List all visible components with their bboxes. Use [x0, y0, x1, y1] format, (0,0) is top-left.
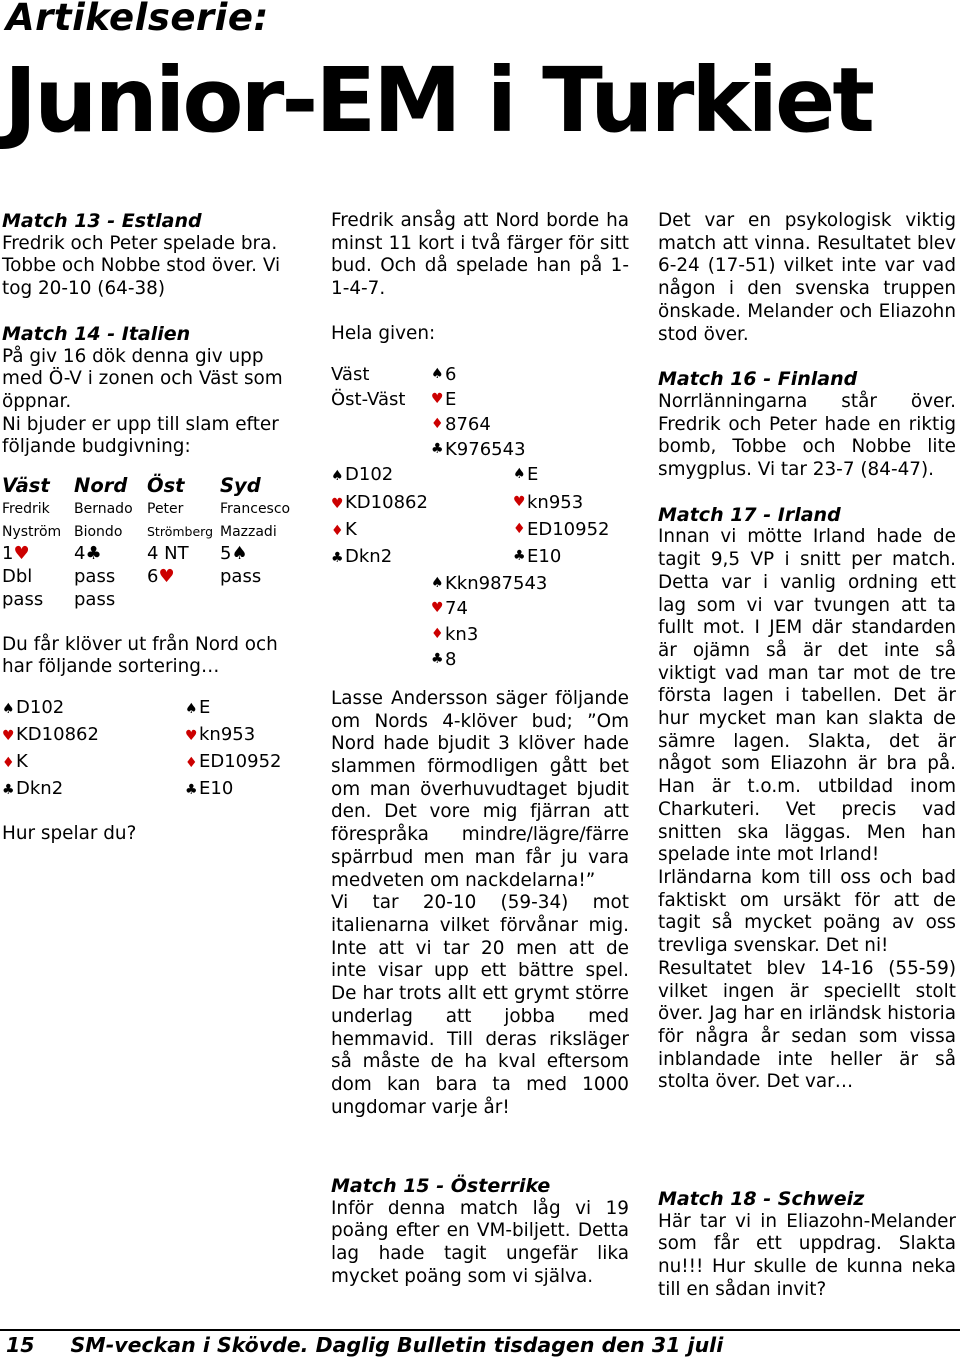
match17-text: Innan vi mötte Irland hade de tagit 9,5 VP i snitt per match. Detta var i vanlig ordning ett lag som vi var tvungen att ta fullt mot. I JEM där standarden är ojämn så är det inte så viktigt vad man tar mot de tre första lagen i tabellen. Det är hur mycket man kan slakta de sämre lagen. Slakta, det är något som Eliazohn är bra på. Han är t.o.m. utbildad inom Charkuteri. Vet precis vad snitten ska läggas. Men han spelade inte mot Irland! — [658, 526, 956, 866]
club-icon: ♣ — [185, 781, 198, 798]
heart-icon: ♥ — [431, 600, 444, 617]
player-name: Mazzadi — [220, 523, 277, 540]
full-deal — [331, 362, 629, 672]
hand-card: E — [527, 464, 539, 486]
hands-west-east — [2, 695, 302, 803]
spade-icon: ♠ — [431, 365, 444, 382]
bid-header: Syd — [220, 474, 261, 498]
hand-card: KD10862 — [16, 723, 99, 745]
match17-heading: Match 17 - Irland — [658, 503, 841, 526]
club-icon: ♣ — [431, 650, 444, 667]
page-title: Junior-EM i Turkiet — [4, 48, 872, 152]
bidding-table — [2, 473, 302, 612]
hand-card: kn953 — [199, 723, 256, 745]
match15-heading: Match 15 - Österrike — [331, 1175, 551, 1197]
heart-icon: ♥ — [513, 493, 526, 510]
heart-icon: ♥ — [185, 727, 198, 744]
bid — [147, 589, 220, 612]
hand-card: ED10952 — [527, 518, 610, 540]
bid: 4♣ — [74, 543, 102, 565]
diamond-icon: ♦ — [185, 754, 198, 771]
hand-card: D102 — [345, 464, 394, 486]
diamond-icon: ♦ — [431, 625, 444, 642]
diamond-icon: ♦ — [331, 522, 344, 539]
hand-card: E10 — [527, 545, 562, 567]
footer-text: SM-veckan i Skövde. Daglig Bulletin tisdagen den 31 juli — [70, 1333, 724, 1357]
paragraph: Hela given: — [331, 322, 436, 344]
match13-text: Fredrik och Peter spelade bra. Tobbe och Nobbe stod över. Vi tog 20-10 (64-38) — [2, 232, 281, 300]
hand-card: 8 — [445, 648, 457, 670]
spade-icon: ♠ — [331, 468, 344, 485]
spade-icon: ♠ — [185, 700, 198, 717]
match18-heading: Match 18 - Schweiz — [658, 1188, 865, 1210]
diamond-icon: ♦ — [513, 520, 526, 537]
spade-icon: ♠ — [513, 466, 526, 483]
hand-card: K976543 — [445, 439, 526, 461]
hand-card: E10 — [199, 777, 234, 799]
hand-card: K — [16, 750, 28, 772]
bid: pass — [220, 566, 262, 588]
match18-block — [658, 1188, 956, 1302]
hand-card: Kkn987543 — [445, 573, 548, 595]
hand-card: ED10952 — [199, 750, 282, 772]
player-name: Nyström — [2, 523, 62, 540]
column-2 — [331, 210, 629, 1119]
page-number: 15 — [6, 1333, 35, 1357]
diamond-icon: ♦ — [431, 415, 444, 432]
hand-card: 74 — [445, 598, 468, 620]
hand-card: Dkn2 — [16, 777, 64, 799]
match17-text-2: Irländarna kom till oss och bad faktiskt om ursäkt för att de tagit så mycket poäng av oss trevliga svenskar. Det ni! — [658, 866, 956, 957]
hand-card: K — [345, 518, 357, 540]
hand-card: kn953 — [527, 491, 584, 513]
bid-header: Väst — [2, 474, 50, 498]
lead-text: Du får klöver ut från Nord och har följande sortering… — [2, 633, 278, 678]
footer-rule — [0, 1329, 960, 1331]
hand-card: E — [445, 388, 457, 410]
bid: 4 NT — [147, 543, 189, 565]
bid: 1♥ — [2, 543, 30, 565]
column-3 — [658, 210, 956, 1094]
hand-card: E — [199, 696, 211, 718]
hand-card: 8764 — [445, 413, 491, 435]
diamond-icon: ♦ — [2, 754, 15, 771]
match15-text: Inför denna match låg vi 19 poäng efter en VM-biljett. Detta lag hade tagit ungefär lika mycket poäng som vi själva. — [331, 1197, 629, 1287]
match16-heading: Match 16 - Finland — [658, 368, 858, 391]
spade-icon: ♠ — [2, 700, 15, 717]
player-name: Biondo — [74, 523, 123, 540]
match18-text: Här tar vi in Eliazohn-Melander som får ett uppdrag. Slakta nu!!! Hur skulle de kunna neka till en sådan invit? — [658, 1210, 956, 1300]
heart-icon: ♥ — [431, 390, 444, 407]
hand-card: KD10862 — [345, 491, 428, 513]
bid: 5♠ — [220, 543, 248, 565]
player-name: Fredrik — [2, 501, 50, 518]
bid: Dbl — [2, 566, 33, 588]
player-name: Strömberg — [147, 523, 214, 539]
paragraph: Fredrik ansåg att Nord borde ha minst 11 kort i två färger för sitt bud. Och då spelade han på 1-1-4-7. — [331, 210, 629, 300]
hand-card: D102 — [16, 696, 65, 718]
bid: pass — [74, 566, 116, 588]
heart-icon: ♥ — [2, 727, 15, 744]
paragraph: Vi tar 20-10 (59-34) mot italienarna vilket förvånar mig. Inte att vi tar 20 men att de inte visar upp ett bättre spel. De har trots allt ett grymt större underlag att jobba med hemmavid. Till deras riksläger så måste de ha kval eftersom dom kan bara ta med 1000 ungdomar varje år! — [331, 892, 629, 1118]
bid: pass — [74, 588, 116, 610]
club-icon: ♣ — [2, 781, 15, 798]
player-name: Peter — [147, 501, 184, 518]
bid: pass — [2, 588, 44, 610]
match17-text-3: Resultatet blev 14-16 (55-59) vilket ingen är speciellt stolt över. Jag har en irländsk historia för några år sedan som vissa inblandade inte heller är så stolta över. Det var… — [658, 957, 956, 1093]
series-label: Artikelserie: — [6, 0, 269, 39]
match16-text: Norrlänningarna står över. Fredrik och Peter hade en riktig bomb, Tobbe och Nobbe lite smygplus. Vi tar 23-7 (84-47). — [658, 390, 956, 481]
match13-heading: Match 13 - Estland — [2, 210, 202, 232]
bid — [220, 589, 300, 612]
deal-label: Väst — [331, 363, 370, 385]
match14-text: På giv 16 dök denna giv upp med Ö-V i zonen och Väst som öppnar. — [2, 345, 283, 412]
bid: 6♥ — [147, 566, 175, 588]
deal-label: Öst-Väst — [331, 388, 406, 410]
match14-heading: Match 14 - Italien — [2, 322, 191, 345]
bid-header: Öst — [147, 474, 185, 498]
paragraph: Lasse Andersson säger följande om Nords 4-klöver bud; ”Om Nord hade bjudit 3 klöver hade slammen förmodligen gått bet om man överhuvudtaget bjudit den. Det vore mig fjärran att förespråka mindre/lägre/färre spärrbud men man får ju vara medveten om nackdelarna!” — [331, 687, 629, 891]
footer — [6, 1333, 723, 1357]
question: Hur spelar du? — [2, 822, 137, 844]
player-name: Bernado — [74, 501, 133, 518]
player-name: Francesco — [220, 501, 291, 518]
club-icon: ♣ — [331, 549, 344, 566]
club-icon: ♣ — [513, 547, 526, 564]
hand-card: Dkn2 — [345, 545, 393, 567]
spade-icon: ♠ — [431, 575, 444, 592]
paragraph: Det var en psykologisk viktig match att vinna. Resultatet blev 6-24 (17-51) vilket inte var vad någon i den svenska truppen önskade. Melander och Eliazohn stod över. — [658, 210, 956, 345]
bid-header: Nord — [74, 474, 128, 498]
club-icon: ♣ — [431, 441, 444, 458]
match14-text-2: Ni bjuder er upp till slam efter följande budgivning: — [2, 413, 279, 458]
heart-icon: ♥ — [331, 495, 344, 512]
column-1 — [2, 210, 302, 846]
hand-card: 6 — [445, 363, 457, 385]
hand-card: kn3 — [445, 623, 479, 645]
match15-block — [331, 1175, 629, 1289]
